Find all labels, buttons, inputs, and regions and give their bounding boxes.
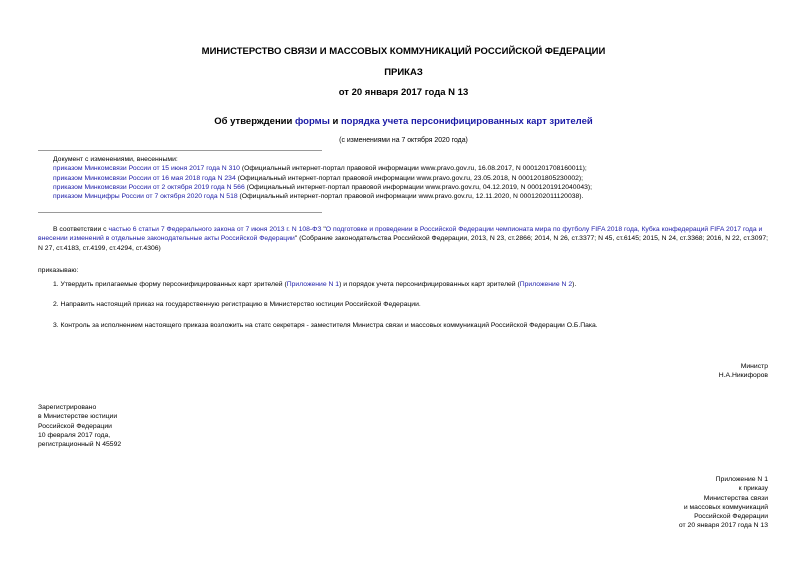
amendment-link[interactable]: приказом Минкомсвязи России от 2 октября 2019 года N 566: [53, 183, 245, 191]
amendment-link[interactable]: приказом Минкомсвязи России от 16 мая 2018 года N 234: [53, 174, 236, 182]
title-prefix: Об утверждении: [214, 116, 295, 127]
appendix-line: от 20 января 2017 года N 13: [678, 522, 768, 530]
ministry-heading: МИНИСТЕРСТВО СВЯЗИ И МАССОВЫХ КОММУНИКАЦИЙ РОССИЙСКОЙ ФЕДЕРАЦИИ: [201, 46, 606, 57]
point-1-text-b: ) и порядок учета персонифицированных карт зрителей (: [339, 281, 520, 288]
point-1-text-a: 1. Утвердить прилагаемые форму персонифицированных карт зрителей (: [53, 281, 287, 288]
doc-type-heading: ПРИКАЗ: [384, 67, 423, 78]
orders-word: приказываю:: [38, 267, 79, 274]
amendment-note: (с изменениями на 7 октября 2020 года): [339, 137, 468, 144]
signature-name: Н.А.Никифоров: [718, 372, 768, 379]
appendix-2-link[interactable]: Приложение N 2: [519, 281, 573, 288]
appendix-1-link[interactable]: Приложение N 1: [286, 281, 340, 288]
federal-law-article-link[interactable]: частью 6 статьи 7 Федерального закона от 7 июня 2013 г. N 108-ФЗ: [108, 226, 322, 233]
bottom-divider: [38, 212, 322, 213]
date-number-heading: от 20 января 2017 года N 13: [338, 87, 469, 98]
preamble-start: В соответствии с: [53, 226, 109, 233]
amendment-text: (Официальный интернет-портал правовой информации www.pravo.gov.ru, 12.11.2020, N 0001202011120038).: [237, 193, 584, 201]
point-1: [53, 280, 793, 289]
top-divider: [38, 150, 322, 151]
registration-line: Зарегистрировано: [38, 404, 97, 411]
amendments-block: [53, 155, 793, 201]
appendix-line: Приложение N 1: [715, 476, 768, 483]
appendix-line: и массовых коммуникаций: [683, 503, 768, 511]
document-title: [0, 116, 807, 127]
amendments-intro: Документ с изменениями, внесенными:: [53, 156, 178, 163]
registration-line: 10 февраля 2017 года,: [38, 431, 111, 439]
amendment-item: [53, 174, 793, 183]
amendment-link[interactable]: приказом Минцифры России от 7 октября 2020 года N 518: [53, 193, 238, 201]
amendment-text: (Официальный интернет-портал правовой информации www.pravo.gov.ru, 23.05.2018, N 0001201805230002);: [235, 174, 584, 182]
registration-line: в Министерстве юстиции: [38, 413, 118, 421]
point-2: 2. Направить настоящий приказ на государственную регистрацию в Министерство юстиции Российской Федерации.: [53, 301, 421, 308]
appendix-line: Российской Федерации: [694, 513, 768, 521]
point-1-text-c: ).: [572, 281, 577, 288]
point-3: 3. Контроль за исполнением настоящего приказа возложить на статс секретаря - заместителя Министра связи и массовых коммуникаций Российской Федерации О.Б.Пака.: [53, 322, 598, 329]
appendix-line: к приказу: [738, 485, 768, 493]
preamble-paragraph: [38, 225, 772, 253]
amendment-text: (Официальный интернет-портал правовой информации www.pravo.gov.ru, 16.08.2017, N 0001201708160011);: [239, 165, 587, 173]
amendment-link[interactable]: приказом Минкомсвязи России от 15 июня 2017 года N 310: [53, 165, 240, 173]
amendment-item: [53, 164, 793, 173]
signature-position: Министр: [740, 363, 768, 370]
amendment-item: [53, 183, 793, 192]
title-middle: и: [329, 116, 341, 127]
amendment-item: [53, 192, 793, 201]
registration-block: [38, 403, 121, 449]
appendix-line: Министерства связи: [703, 494, 768, 502]
registration-line: регистрационный N 45592: [38, 441, 122, 449]
procedure-link[interactable]: порядка учета персонифицированных карт зрителей: [340, 116, 593, 127]
appendix-header: [560, 475, 768, 531]
preamble-end: " (Собрание законодательства Российской Федерации, 2013, N 23, ст.2866; 2014, N 26, ст.3377; N 45, ст.6145; 2015, N 24, ст.3368; 2016, N 22, ст.3097; N 27, ст.4183, ст.4199, ст.4294, ст.4306): [38, 235, 769, 252]
amendment-text: (Официальный интернет-портал правовой информации www.pravo.gov.ru, 04.12.2019, N 0001201912040043);: [244, 183, 593, 191]
preamble-quote: ": [321, 226, 326, 233]
registration-line: Российской Федерации: [38, 422, 112, 430]
federal-law-title-link[interactable]: О подготовке и проведении в Российской Федерации чемпионата мира по футболу FIFA 2018 года, Кубка конфедераций FIFA 2017 года и внесении изменений в отдельные законодательные акты Российской Федерации: [38, 226, 763, 243]
form-link[interactable]: формы: [295, 116, 330, 127]
